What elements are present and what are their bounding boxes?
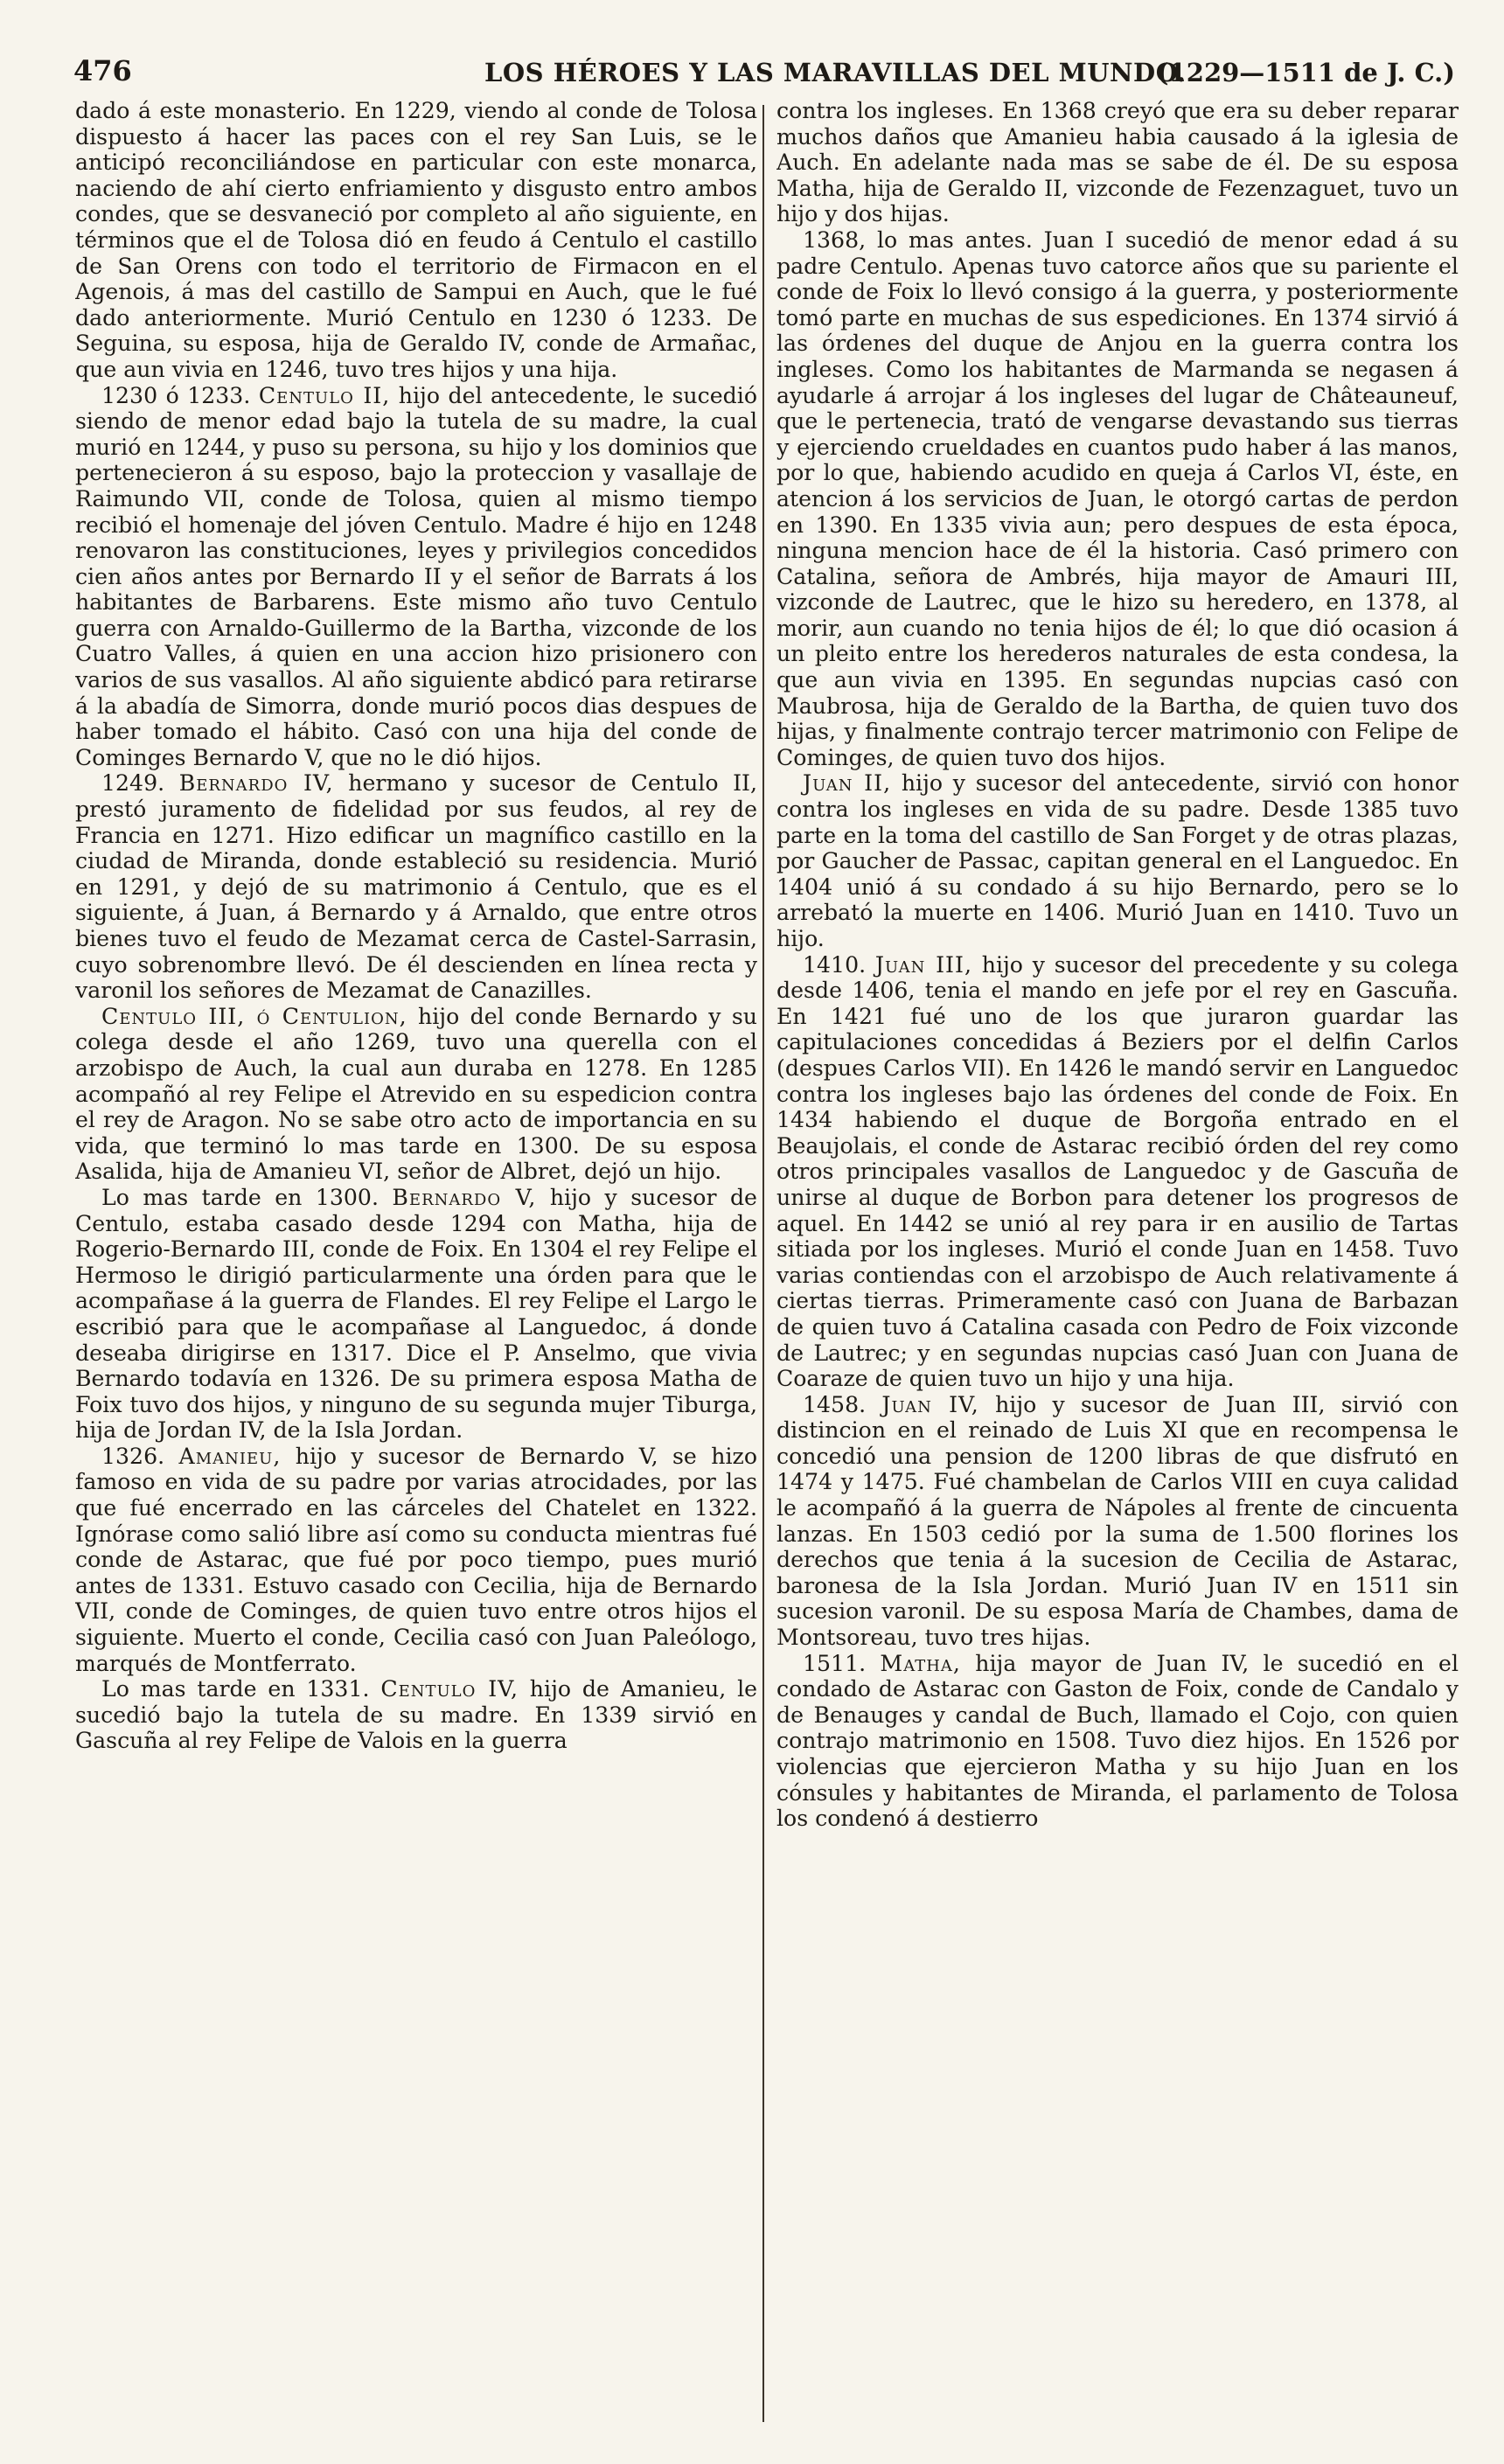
paragraph-text: hijo y sucesor del precedente y su colega desde 1406, tenia el mando en jefe por el rey en Gascuña. En 1421 fué uno de los que juraron guardar las capitulaciones concedidas á Beziers por el delfin Carlos (despues Carlos VII). En 1426 le mandó servir en Languedoc contra los ingleses bajo las órdenes del conde de Foix. En 1434 habiendo el duque de Borgoña entrado en el Beaujolais, el conde de Astarac recibió órden del rey como otros principales vasallos de Languedoc y de Gascuña de unirse al duque de Borbon para detener los progresos de aquel. En 1442 se unió al rey para ir en ausilio de Tartas sitiada por los ingleses. Murió el conde Juan en 1458. Tuvo varias contiendas con el arzobispo de Auch relativamente á ciertas tierras. Primeramente casó con Juana de Barbazan de quien tuvo á Catalina casada con Pedro de Foix vizconde de Lautrec; y en segundas nupcias casó Juan con Juana de Coaraze de quien tuvo un hijo y una hija. <box>776 951 1459 1392</box>
paragraph-name: Amanieu, <box>178 1443 282 1469</box>
paragraph-year: 1410. <box>803 951 867 978</box>
paragraph-text: hija mayor de Juan IV, le sucedió en el condado de Astarac con Gaston de Foix, conde de Candalo y de Benauges y candal de Buch, llamado el Cojo, con quien contrajo matrimonio en 1508. Tuvo diez hijos. En 1526 por violencias que ejercieron Matha y su hijo Juan en los cónsules y habitantes de Miranda, el parlamento de Tolosa los condenó á destierro <box>776 1650 1459 1832</box>
paragraph-text: hijo del antecedente, le sucedió siendo de menor edad bajo la tutela de su madre, la cual murió en 1244, y puso su persona, su hijo y los dominios que pertenecieron á su esposo, bajo la proteccion y vasallaje de Raimundo VII, conde de Tolosa, quien al mismo tiempo recibió el homenaje del jóven Centulo. Madre é hijo en 1248 renovaron las constituciones, leyes y privilegios concedidos cien años antes por Bernardo II y el señor de Barrats á los habitantes de Barbarens. Este mismo año tuvo Centulo guerra con Arnaldo-Guillermo de la Bartha, vizconde de los Cuatro Valles, á quien en una accion hizo prisionero con varios de sus vasallos. Al año siguiente abdicó para retirarse á la abadía de Simorra, donde murió pocos dias despues de haber tomado el hábito. Casó con una hija del conde de Cominges Bernardo V, que no le dió hijos. <box>75 382 757 770</box>
paragraph-year: Lo mas tarde en 1300. <box>101 1184 379 1210</box>
paragraph <box>75 1185 757 1444</box>
paragraph <box>75 1676 757 1754</box>
page-header <box>73 54 1455 98</box>
column-divider <box>762 105 764 2422</box>
paragraph-name: Juan II, <box>803 770 892 797</box>
paragraph-text: hijo y sucesor de Juan III, sirvió con distincion en el reinado de Luis XI que en recompensa le concedió una pension de 1200 libras de que disfrutó en 1474 y 1475. Fué chambelan de Carlos VIII en cuya calidad le acompañó á la guerra de Nápoles al frente de cincuenta lanzas. En 1503 cedió por la suma de 1.500 florines los derechos que tenia á la sucesion de Cecilia de Astarac, baronesa de la Isla Jordan. Murió Juan IV en 1511 sin sucesion varonil. De su esposa María de Chambes, dama de Montsoreau, tuvo tres hijas. <box>776 1391 1459 1651</box>
paragraph <box>75 98 757 383</box>
paragraph <box>776 227 1459 770</box>
right-column <box>776 98 1459 2428</box>
paragraph-text: hijo del conde Bernardo y su colega desde el año 1269, tuvo una querella con el arzobispo de Auch, la cual aun duraba en 1278. En 1285 acompañó al rey Felipe el Atrevido en su espedicion contra el rey de Aragon. No se sabe otro acto de importancia en su vida, que terminó lo mas tarde en 1300. De su esposa Asalida, hija de Amanieu VI, señor de Albret, dejó un hijo. <box>75 1003 757 1185</box>
paragraph <box>75 1444 757 1676</box>
paragraph-year: 1458. <box>803 1391 867 1417</box>
paragraph-name: Bernardo IV, <box>178 770 334 797</box>
paragraph <box>776 1651 1459 1832</box>
paragraph <box>75 770 757 1003</box>
paragraph-text: contra los ingleses. En 1368 creyó que era su deber reparar muchos daños que Amanieu habia causado á la iglesia de Auch. En adelante nada mas se sabe de él. De su esposa Matha, hija de Geraldo II, vizconde de Fezenzaguet, tuvo un hijo y dos hijas. <box>776 98 1459 227</box>
paragraph <box>776 770 1459 951</box>
paragraph-name: Juan IV, <box>881 1391 979 1417</box>
paragraph-text: hijo y sucesor de Centulo, estaba casado desde 1294 con Matha, hija de Rogerio-Bernardo III, conde de Foix. En 1304 el rey Felipe el Hermoso le dirigió particularmente una órden para que le acompañase á la guerra de Flandes. El rey Felipe el Largo le escribió para que le acompañase al Languedoc, á donde deseaba dirigirse en 1317. Dice el P. Anselmo, que vivia Bernardo todavía en 1326. De su primera esposa Matha de Foix tuvo dos hijos, y ninguno de su segunda mujer Tiburga, hija de Jordan IV, de la Isla Jordan. <box>75 1184 757 1444</box>
paragraph-text: lo mas antes. Juan I sucedió de menor edad á su padre Centulo. Apenas tuvo catorce años que su pariente el conde de Foix lo llevó consigo á la guerra, y posteriormente tomó parte en muchas de sus espediciones. En 1374 sirvió á las órdenes del duque de Anjou en la guerra contra los ingleses. Como los habitantes de Marmanda se negasen á ayudarle á arrojar á los ingleses del lugar de Châteauneuf, que le pertenecia, trató de vengarse devastando sus tierras y ejerciendo crueldades en cuantos pudo haber á las manos, por lo que, habiendo acudido en queja á Carlos VI, éste, en atencion á los servicios de Juan, le otorgó cartas de perdon en 1390. En 1335 vivia aun; pero despues de esta época, ninguna mencion hace de él la historia. Casó primero con Catalina, señora de Ambrés, hija mayor de Amauri III, vizconde de Lautrec, que le hizo su heredero, en 1378, al morir, aun cuando no tenia hijos de él; lo que dió ocasion á un pleito entre los herederos naturales de esta condesa, la que aun vivia en 1395. En segundas nupcias casó con Maubrosa, hija de Geraldo de la Bartha, de quien tuvo dos hijas, y finalmente contrajo tercer matrimonio con Felipe de Cominges, de quien tuvo dos hijos. <box>776 226 1459 770</box>
paragraph-text: hijo y sucesor de Bernardo V, se hizo famoso en vida de su padre por varias atrocidades, por las que fué encerrado en las cárceles del Chatelet en 1322. Ignórase como salió libre así como su conducta mientras fué conde de Astarac, que fué por poco tiempo, pues murió antes de 1331. Estuvo casado con Cecilia, hija de Bernardo VII, conde de Cominges, de quien tuvo entre otros hijos el siguiente. Muerto el conde, Cecilia casó con Juan Paleólogo, marqués de Montferrato. <box>75 1443 757 1676</box>
paragraph-name: Juan III, <box>874 951 972 978</box>
paragraph-year: Lo mas tarde en 1331. <box>101 1676 370 1702</box>
paragraph-year: 1511. <box>803 1650 867 1676</box>
date-range: (1229—1511 de J. C.) <box>1156 58 1455 87</box>
paragraph-name: Matha, <box>880 1650 961 1676</box>
paragraph <box>75 383 757 771</box>
paragraph-name: Centulo II, <box>258 382 391 408</box>
paragraph-year: 1326. <box>101 1443 165 1469</box>
page-number: 476 <box>73 54 132 87</box>
paragraph-year: 1368, <box>803 226 867 253</box>
running-title: LOS HÉROES Y LAS MARAVILLAS DEL MUNDO. <box>484 58 1187 87</box>
paragraph-name: Bernardo V, <box>392 1184 537 1210</box>
paragraph-text: hijo y sucesor del antecedente, sirvió con honor contra los ingleses en vida de su padre. Desde 1385 tuvo parte en la toma del castillo de San Forget y de otras plazas, por Gaucher de Passac, capitan general en el Languedoc. En 1404 unió á su condado á su hijo Bernardo, pero se lo arrebató la muerte en 1406. Murió Juan en 1410. Tuvo un hijo. <box>776 770 1459 951</box>
paragraph <box>776 98 1459 227</box>
paragraph <box>776 1392 1459 1651</box>
paragraph <box>75 1004 757 1185</box>
paragraph-name: Centulo IV, <box>380 1676 519 1702</box>
paragraph-text: dado á este monasterio. En 1229, viendo al conde de Tolosa dispuesto á hacer las paces con el rey San Luis, se le anticipó reconciliándose en particular con este monarca, naciendo de ahí cierto enfriamiento y disgusto entro ambos condes, que se desvaneció por completo al año siguiente, en términos que el de Tolosa dió en feudo á Centulo el castillo de San Orens con todo el territorio de Firmacon en el Agenois, á mas del castillo de Sampui en Auch, que le fué dado anteriormente. Murió Centulo en 1230 ó 1233. De Seguina, su esposa, hija de Geraldo IV, conde de Armañac, que aun vivia en 1246, tuvo tres hijos y una hija. <box>75 98 757 382</box>
paragraph <box>776 952 1459 1392</box>
paragraph-text: hijo de Amanieu, le sucedió bajo la tutela de su madre. En 1339 sirvió en Gascuña al rey Felipe de Valois en la guerra <box>75 1676 757 1754</box>
paragraph-text: hermano y sucesor de Centulo II, prestó juramento de fidelidad por sus feudos, al rey de Francia en 1271. Hizo edificar un magnífico castillo en la ciudad de Miranda, donde estableció su residencia. Murió en 1291, y dejó de su matrimonio á Centulo, que es el siguiente, á Juan, á Bernardo y á Arnaldo, que entre otros bienes tuvo el feudo de Mezamat cerca de Castel-Sarrasin, cuyo sobrenombre llevó. De él descienden en línea recta y varonil los señores de Mezamat de Canazilles. <box>75 770 757 1004</box>
left-column <box>75 98 757 2428</box>
paragraph-year: 1230 ó 1233. <box>101 382 251 408</box>
paragraph-year: 1249. <box>101 770 165 797</box>
paragraph-name: Centulo III, ó Centulion, <box>101 1003 407 1029</box>
